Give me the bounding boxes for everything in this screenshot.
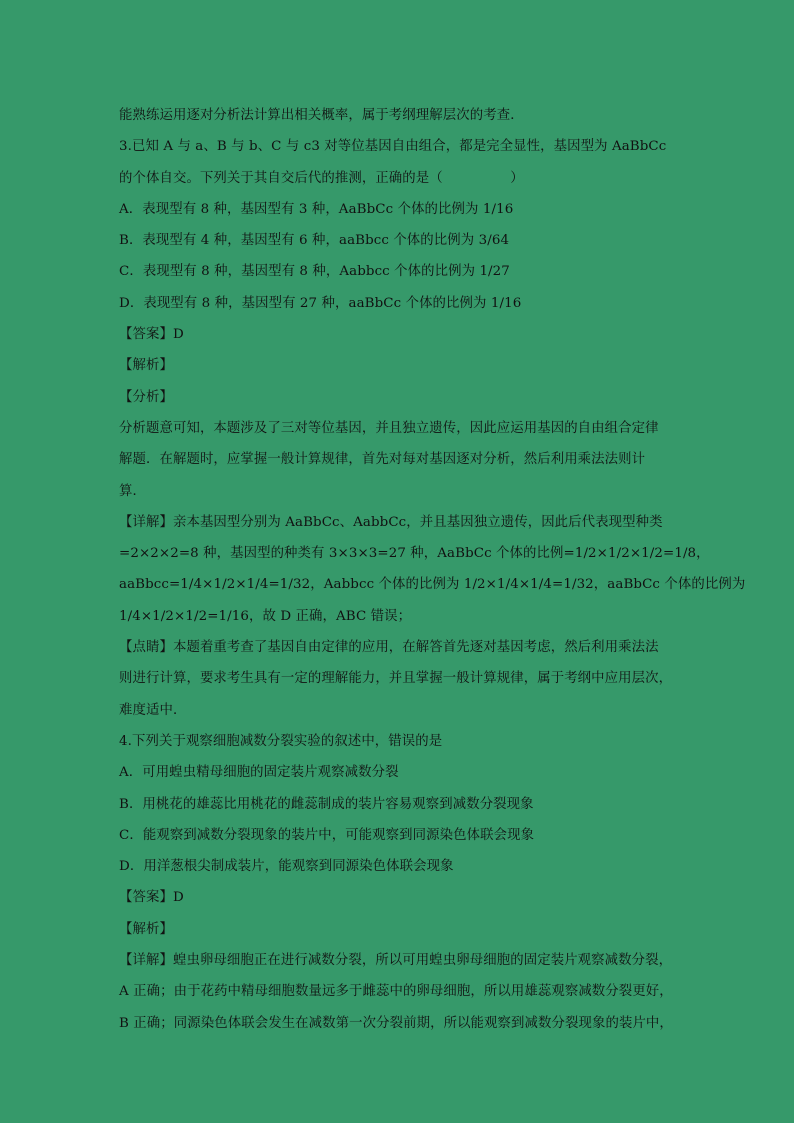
answer-label: 【答案】D — [119, 890, 184, 906]
question-3-stem-continued: 的个体自交。下列关于其自交后代的推测，正确的是（ ） — [119, 170, 524, 186]
question-3-stem: 3.已知 A 与 a、B 与 b、C 与 c3 对等位基因自由组合，都是完全显性，基因型为 AaBbCc — [119, 139, 667, 155]
detail-text: B 正确；同源染色体联会发生在减数第一次分裂前期，所以能观察到减数分裂现象的装片中， — [119, 1015, 673, 1031]
analysis-text: 解题．在解题时，应掌握一般计算规律，首先对每对基因逐对分析，然后利用乘法法则计 — [119, 452, 646, 468]
detail-text: 1/4×1/2×1/2=1/16，故 D 正确，ABC 错误； — [119, 608, 412, 624]
detail-text: 【详解】亲本基因型分别为 AaBbCc、AabbCc，并且基因独立遗传，因此后代表现型种类 — [119, 514, 663, 530]
detail-text: 【详解】蝗虫卵母细胞正在进行减数分裂，所以可用蝗虫卵母细胞的固定装片观察减数分裂， — [119, 953, 673, 969]
document-page — [119, 100, 746, 1039]
question-4-option-b: B．用桃花的雄蕊比用桃花的雌蕊制成的装片容易观察到减数分裂现象 — [119, 796, 534, 812]
analysis-label: 【解析】 — [119, 921, 173, 937]
question-3-option-b: B．表现型有 4 种，基因型有 6 种，aaBbcc 个体的比例为 3/64 — [119, 233, 510, 249]
analysis-text: 算． — [119, 483, 146, 499]
comment-text: 难度适中． — [119, 702, 187, 718]
text-line: 能熟练运用逐对分析法计算出相关概率，属于考纲理解层次的考查． — [119, 108, 524, 123]
analysis-subheading: 【分析】 — [119, 389, 173, 405]
question-4-option-c: C．能观察到减数分裂现象的装片中，可能观察到同源染色体联会现象 — [119, 827, 535, 843]
answer-label: 【答案】D — [119, 327, 184, 343]
question-4-option-d: D．用洋葱根尖制成装片，能观察到同源染色体联会现象 — [119, 859, 454, 875]
question-4-option-a: A．可用蝗虫精母细胞的固定装片观察减数分裂 — [119, 765, 399, 781]
comment-text: 则进行计算，要求考生具有一定的理解能力，并且掌握一般计算规律，属于考纲中应用层次， — [119, 671, 673, 687]
detail-text: A 正确；由于花药中精母细胞数量远多于雌蕊中的卵母细胞，所以用雄蕊观察减数分裂更好， — [119, 984, 673, 1000]
analysis-label: 【解析】 — [119, 358, 173, 374]
question-3-option-a: A．表现型有 8 种，基因型有 3 种，AaBbCc 个体的比例为 1/16 — [119, 201, 514, 217]
detail-text: aaBbcc=1/4×1/2×1/4=1/32，Aabbcc 个体的比例为 1/2×1/4×1/4=1/32，aaBbCc 个体的比例为 — [119, 577, 746, 593]
comment-text: 【点睛】本题着重考查了基因自由定律的应用，在解答首先逐对基因考虑，然后利用乘法法 — [119, 640, 659, 656]
analysis-text: 分析题意可知，本题涉及了三对等位基因，并且独立遗传，因此应运用基因的自由组合定律 — [119, 420, 659, 436]
question-3-option-d: D．表现型有 8 种，基因型有 27 种，aaBbCc 个体的比例为 1/16 — [119, 295, 522, 311]
question-3-option-c: C．表现型有 8 种，基因型有 8 种，Aabbcc 个体的比例为 1/27 — [119, 264, 510, 280]
detail-text: =2×2×2=8 种，基因型的种类有 3×3×3=27 种，AaBbCc 个体的比例=1/2×1/2×1/2=1/8， — [119, 546, 710, 562]
question-4-stem: 4.下列关于观察细胞减数分裂实验的叙述中，错误的是 — [119, 733, 443, 749]
